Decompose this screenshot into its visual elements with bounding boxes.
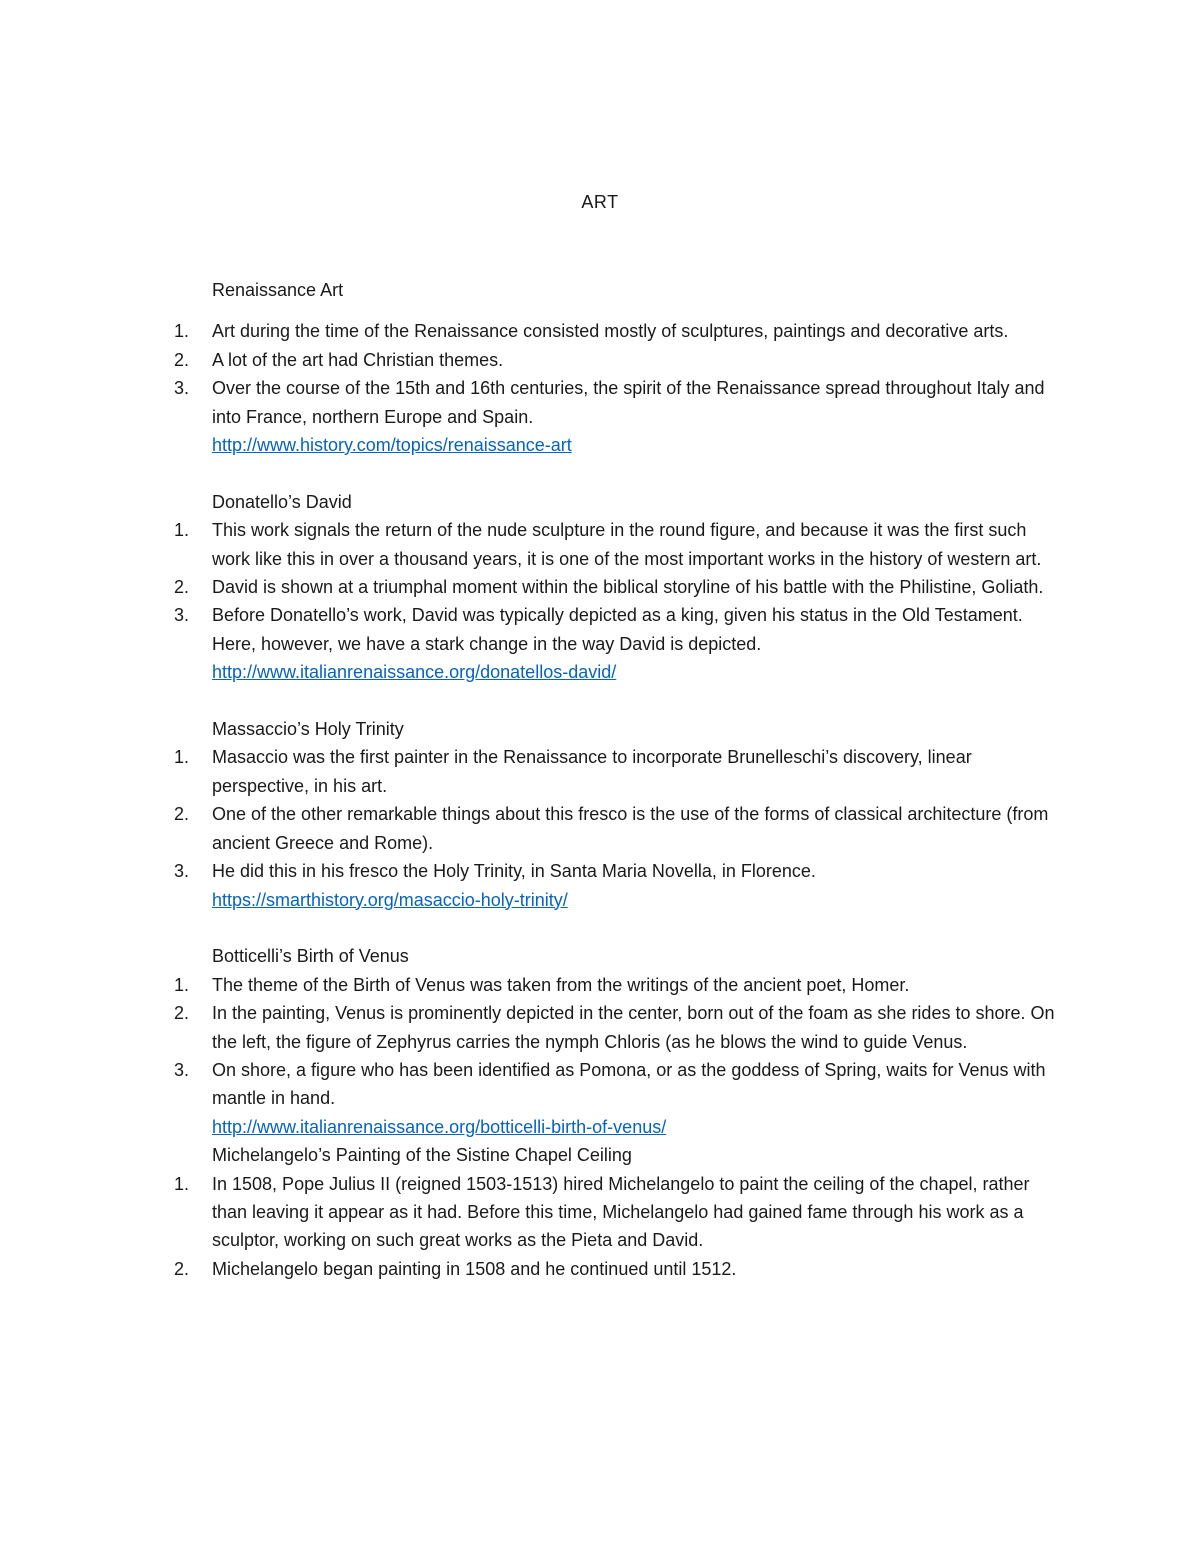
list-number: 3. [174, 605, 190, 626]
list-item-text: Michelangelo began painting in 1508 and he continued until 1512. [212, 1258, 737, 1279]
section-renaissance-art [174, 276, 1062, 459]
source-link[interactable]: https://smarthistory.org/masaccio-holy-trinity/ [212, 889, 568, 910]
list-item-text: Over the course of the 15th and 16th centuries, the spirit of the Renaissance spread throughout Italy and into France, northern Europe and Spain. [212, 378, 1045, 427]
list-item-text: Before Donatello’s work, David was typically depicted as a king, given his status in the Old Testament. Here, however, we have a stark change in the way David is depicted. [212, 605, 1023, 654]
section-heading: Donatello’s David [212, 491, 352, 512]
source-link[interactable]: http://www.italianrenaissance.org/botticelli-birth-of-venus/ [212, 1116, 667, 1137]
numbered-list [174, 516, 1062, 658]
list-item [174, 743, 1062, 800]
list-item-text: A lot of the art had Christian themes. [212, 349, 504, 370]
list-number: 2. [174, 577, 190, 598]
document-body [174, 276, 1062, 1283]
section-heading: Michelangelo’s Painting of the Sistine Chapel Ceiling [212, 1145, 632, 1166]
list-number: 3. [174, 378, 190, 399]
list-item [174, 516, 1062, 573]
list-item-text: Art during the time of the Renaissance consisted mostly of sculptures, paintings and decorative arts. [212, 321, 1009, 342]
list-item [174, 346, 1062, 374]
list-number: 1. [174, 974, 190, 995]
list-number: 3. [174, 861, 190, 882]
list-number: 2. [174, 804, 190, 825]
list-number: 1. [174, 747, 190, 768]
list-item-text: David is shown at a triumphal moment within the biblical storyline of his battle with the Philistine, Goliath. [212, 577, 1044, 598]
list-number: 2. [174, 349, 190, 370]
list-item [174, 857, 1062, 885]
list-item [174, 1255, 1062, 1283]
list-item [174, 971, 1062, 999]
section-heading: Massaccio’s Holy Trinity [212, 719, 404, 740]
section-heading: Renaissance Art [212, 280, 344, 300]
list-item-text: Masaccio was the first painter in the Renaissance to incorporate Brunelleschi’s discovery, linear perspective, in his art. [212, 747, 972, 796]
document-title: ART [581, 192, 619, 212]
list-item-text: In the painting, Venus is prominently depicted in the center, born out of the foam as she rides to shore. On the left, the figure of Zephyrus carries the nymph Chloris (as he blows the wind to guide Venus. [212, 1003, 1055, 1052]
list-number: 1. [174, 321, 190, 342]
list-item [174, 999, 1062, 1056]
section-michelangelos-sistine-chapel [174, 1141, 1062, 1283]
numbered-list [174, 1170, 1062, 1284]
source-link[interactable]: http://www.italianrenaissance.org/donatellos-david/ [212, 662, 617, 683]
list-item [174, 1170, 1062, 1255]
list-item-text: He did this in his fresco the Holy Trinity, in Santa Maria Novella, in Florence. [212, 861, 816, 882]
list-number: 2. [174, 1003, 190, 1024]
list-number: 1. [174, 520, 190, 541]
list-item [174, 317, 1062, 345]
list-item [174, 800, 1062, 857]
list-item [174, 573, 1062, 601]
numbered-list [174, 317, 1062, 431]
list-item [174, 1056, 1062, 1113]
list-item-text: On shore, a figure who has been identified as Pomona, or as the goddess of Spring, waits for Venus with mantle in hand. [212, 1059, 1046, 1109]
list-item-text: The theme of the Birth of Venus was taken from the writings of the ancient poet, Homer. [212, 974, 910, 995]
section-botticellis-birth-of-venus [174, 942, 1062, 1141]
section-heading: Botticelli’s Birth of Venus [212, 946, 409, 967]
list-item-text: One of the other remarkable things about this fresco is the use of the forms of classical architecture (from ancient Greece and Rome). [212, 804, 1049, 853]
list-item-text: In 1508, Pope Julius II (reigned 1503-1513) hired Michelangelo to paint the ceiling of the chapel, rather than leaving it appear as it had. Before this time, Michelangelo had gained fame through his work as a sculptor, working on such great works as the Pieta and David. [212, 1173, 1030, 1251]
list-item [174, 374, 1062, 431]
numbered-list [174, 743, 1062, 885]
list-item-text: This work signals the return of the nude sculpture in the round figure, and because it was the first such work like this in over a thousand years, it is one of the most important works in the history of western art. [212, 520, 1042, 569]
list-number: 3. [174, 1059, 190, 1080]
source-link[interactable]: http://www.history.com/topics/renaissance-art [212, 435, 572, 456]
list-item [174, 601, 1062, 658]
list-number: 1. [174, 1173, 190, 1194]
section-massaccios-holy-trinity [174, 715, 1062, 914]
numbered-list [174, 971, 1062, 1113]
list-number: 2. [174, 1258, 190, 1279]
section-donatellos-david [174, 488, 1062, 687]
